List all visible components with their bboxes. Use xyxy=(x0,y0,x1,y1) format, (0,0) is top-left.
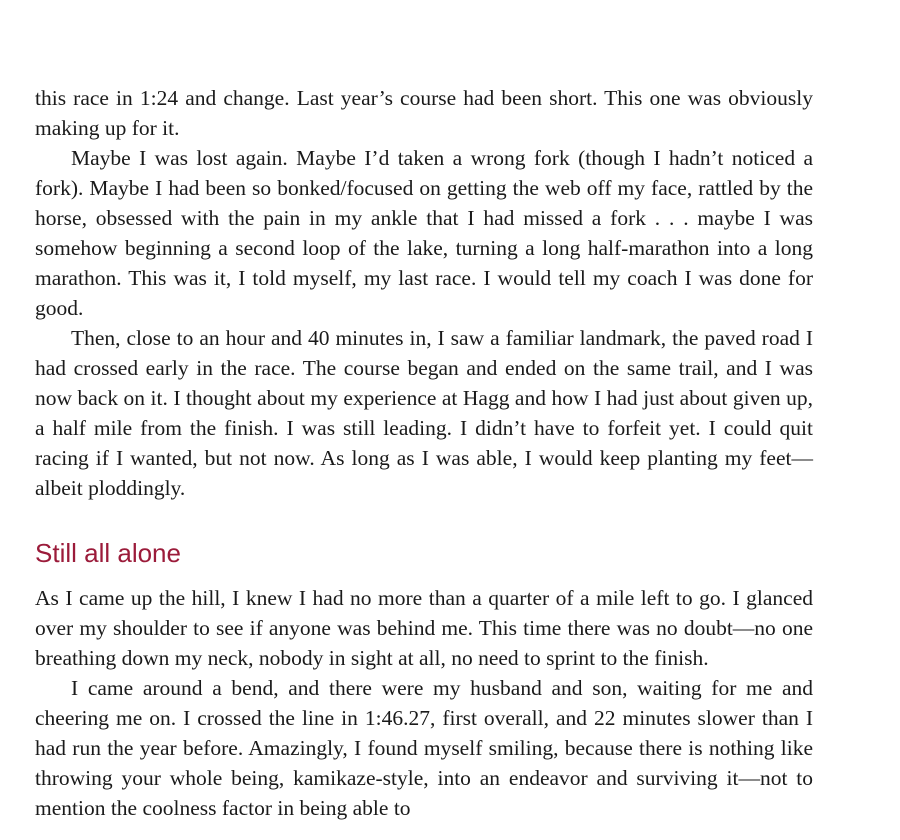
paragraph: Then, close to an hour and 40 minutes in, I saw a familiar landmark, the paved road I had crossed early in the race. The course began and ended on the same trail, and I was now back on it. I thought about my experience at Hagg and how I had just about given up, a half mile from the finish. I was still leading. I didn’t have to forfeit yet. I could quit racing if I wanted, but not now. As long as I was able, I would keep planting my feet— albeit ploddingly. xyxy=(35,326,813,500)
text-block-top xyxy=(35,83,813,503)
paragraph: As I came up the hill, I knew I had no more than a quarter of a mile left to go. I glanced over my shoulder to see if anyone was behind me. This time there was no doubt—no one breathing down my neck, nobody in sight at all, no need to sprint to the finish. xyxy=(35,586,813,670)
paragraph: this race in 1:24 and change. Last year’s course had been short. This one was obviously making up for it. xyxy=(35,86,813,140)
paragraph: I came around a bend, and there were my husband and son, waiting for me and cheering me on. I crossed the line in 1:46.27, first overall, and 22 minutes slower than I had run the year before. Amazingly, I found myself smiling, because there is nothing like throwing your whole being, kamikaze-style, into an endeavor and surviving it—not to mention the coolness factor in being able to xyxy=(35,676,813,820)
text-block-bottom xyxy=(35,583,813,823)
section-heading: Still all alone xyxy=(35,538,181,568)
paragraph: Maybe I was lost again. Maybe I’d taken a wrong fork (though I hadn’t noticed a fork). Maybe I had been so bonked/focused on getting the web off my face, rattled by the horse, obsessed with the pain in my ankle that I had missed a fork . . . maybe I was somehow beginning a second loop of the lake, turning a long half-marathon into a long marathon. This was it, I told myself, my last race. I would tell my coach I was done for good. xyxy=(35,146,813,320)
